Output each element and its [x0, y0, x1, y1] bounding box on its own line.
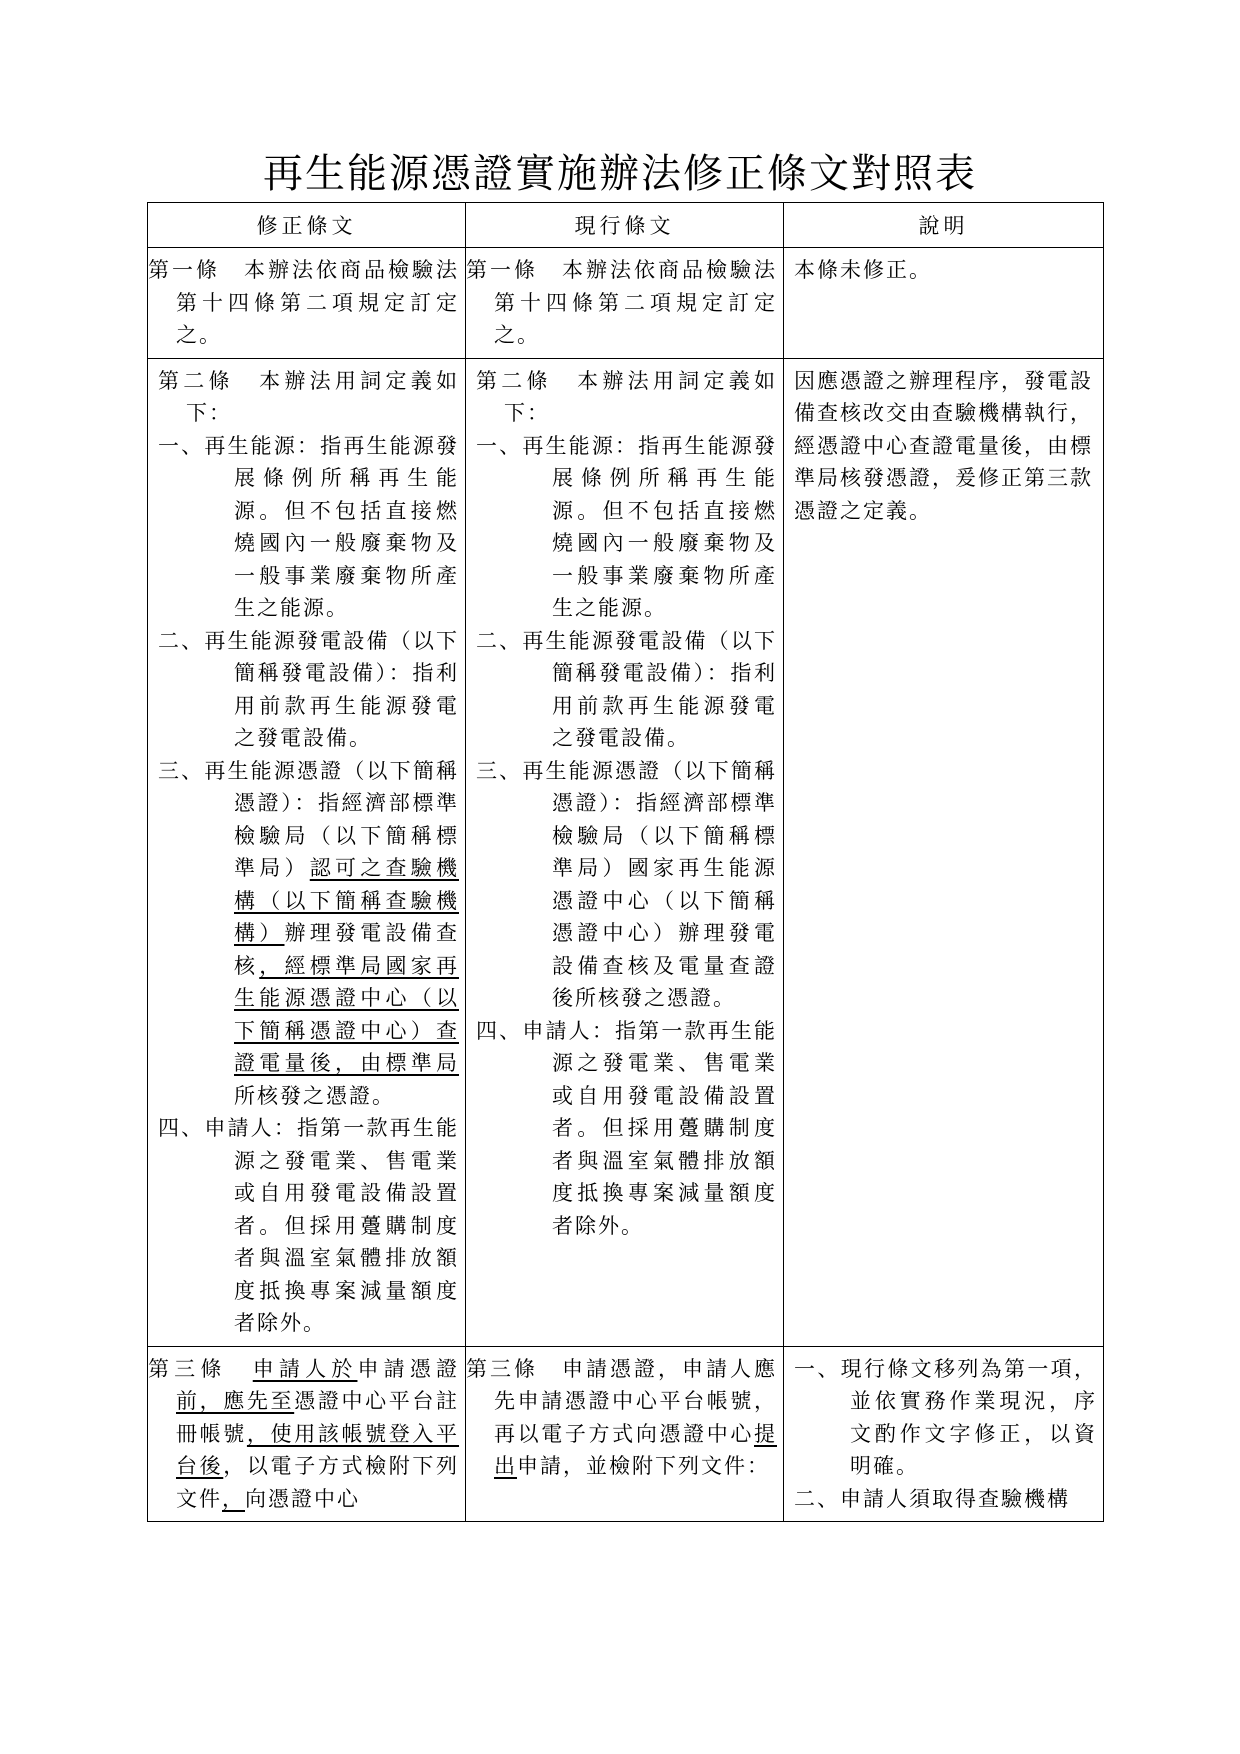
amended-underline: 申請人於: [252, 1356, 358, 1381]
header-explanation: 說明: [784, 203, 1104, 248]
article-3-text: 申請，並檢附下列文件：: [517, 1454, 770, 1478]
article-3-text: 申請憑證: [357, 1356, 460, 1381]
explanation-cell: [784, 358, 1104, 1346]
article-2-current-item-2: 二、再生能源發電設備（以下簡稱發電設備）：指利用前款再生能源發電之發電設備。: [476, 628, 777, 750]
item-3-text: 三、再生能源憑證（以下簡稱憑證）：指經濟部標準檢驗局（以下簡稱標準局）: [158, 758, 459, 880]
table-header-row: [148, 203, 1104, 248]
amended-cell: [148, 1346, 466, 1522]
article-2-current-item-1: 一、再生能源：指再生能源發展條例所稱再生能源。但不包括直接燃燒國內一般廢棄物及一般事業廢棄物所產生之能源。: [476, 433, 777, 620]
amended-underline: ，經標準局國家再生能源憑證中心（以下簡稱憑證中心）查證電量後，由標準局: [234, 953, 459, 1075]
comparison-table: [147, 202, 1104, 1522]
article-3-current: [466, 1347, 783, 1489]
current-underline: 提出: [494, 1421, 777, 1478]
amended-cell: [148, 358, 466, 1346]
article-2-amended-item-2: 二、再生能源發電設備（以下簡稱發電設備）：指利用前款再生能源發電之發電設備。: [158, 628, 459, 750]
article-3-text: 第三條: [148, 1356, 253, 1381]
article-3-explanation-item-1: 一、現行條文移列為第一項，並依實務作業現況，序文酌作文字修正，以資明確。: [794, 1356, 1097, 1478]
table-row: [148, 358, 1104, 1346]
amended-underline: 認可之查驗機構（以下簡稱查驗機構）: [234, 856, 459, 945]
amended-underline: 前，應先至: [176, 1389, 295, 1413]
table-row: [148, 1346, 1104, 1522]
amended-underline: ，使用該帳號登入平台後: [176, 1421, 460, 1478]
item-3-text: 辦理發電設備查核: [234, 921, 459, 978]
article-2-amended-item-4: 四、申請人：指第一款再生能源之發電業、售電業或自用發電設備設置者。但採用躉購制度者與溫室氣體排放額度抵換專案減量額度者除外。: [158, 1116, 459, 1335]
article-2-explanation: 因應憑證之辦理程序，發電設備查核改交由查驗機構執行，經憑證中心查證電量後，由標準局核發憑證，爰修正第三款憑證之定義。: [794, 368, 1093, 523]
header-amended: 修正條文: [148, 203, 466, 248]
article-2-current-item-3: 三、再生能源憑證（以下簡稱憑證）：指經濟部標準檢驗局（以下簡稱標準局）國家再生能源憑證中心（以下簡稱憑證中心）辦理發電設備查核及電量查證後所核發之憑證。: [476, 758, 777, 1010]
article-1-explanation: 本條未修正。: [794, 258, 932, 282]
article-3-text: 憑證中心平台註冊帳號: [176, 1389, 460, 1446]
amended-underline: ，: [222, 1486, 245, 1511]
article-3-amended: [148, 1347, 465, 1522]
amended-cell: [148, 248, 466, 359]
article-2-amended-intro: 第二條 本辦法用詞定義如下：: [158, 368, 459, 425]
article-2-current-intro: 第二條 本辦法用詞定義如下：: [476, 368, 777, 425]
explanation-cell: [784, 1346, 1104, 1522]
article-3-explanation-item-2: 二、申請人須取得查驗機構: [794, 1486, 1070, 1511]
article-3-text: 向憑證中心: [245, 1486, 360, 1511]
header-current: 現行條文: [466, 203, 784, 248]
article-3-text: ，以電子方式檢附下列文件: [176, 1454, 460, 1511]
article-2-amended-item-1: 一、再生能源：指再生能源發展條例所稱再生能源。但不包括直接燃燒國內一般廢棄物及一般事業廢棄物所產生之能源。: [158, 433, 459, 620]
current-cell: [466, 1346, 784, 1522]
article-2-current-item-4: 四、申請人：指第一款再生能源之發電業、售電業或自用發電設備設置者。但採用躉購制度者與溫室氣體排放額度抵換專案減量額度者除外。: [476, 1018, 777, 1238]
page-title: 再生能源憑證實施辦法修正條文對照表: [263, 151, 977, 197]
current-cell: [466, 248, 784, 359]
current-cell: [466, 358, 784, 1346]
table-row: [148, 248, 1104, 359]
article-2-amended-item-3: [158, 755, 459, 1113]
explanation-cell: [784, 248, 1104, 359]
article-1-amended: 第一條 本辦法依商品檢驗法第十四條第二項規定訂定之。: [148, 258, 459, 347]
article-3-text: 第三條 申請憑證，申請人應先申請憑證中心平台帳號，再以電子方式向憑證中心: [466, 1356, 777, 1446]
article-1-current: 第一條 本辦法依商品檢驗法第十四條第二項規定訂定之。: [466, 258, 777, 347]
item-3-text: 所核發之憑證。: [234, 1083, 395, 1108]
